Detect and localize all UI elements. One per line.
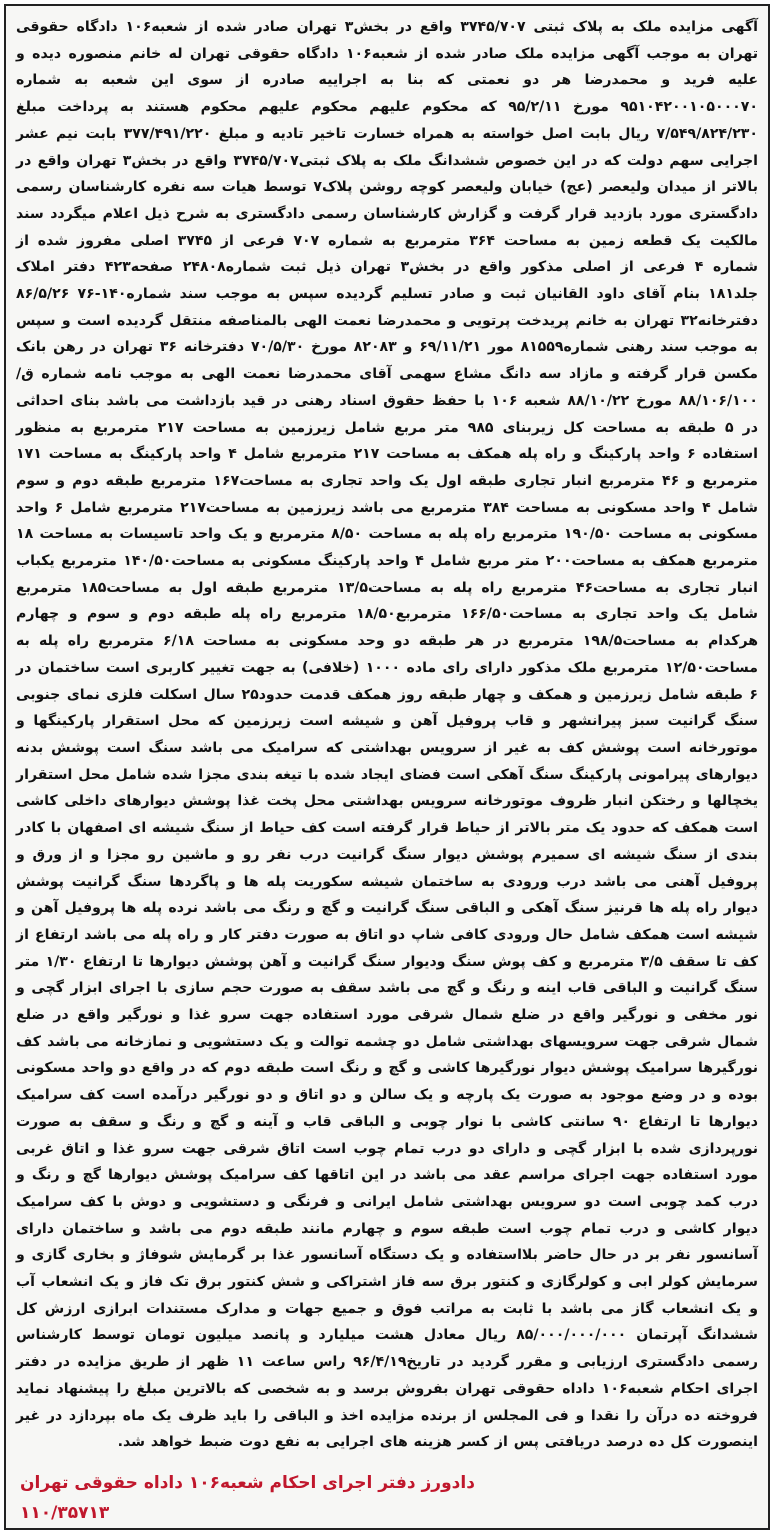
reference-number: ۱۱۰/۳۵۷۱۳	[20, 1503, 110, 1523]
notice-text: آگهی مزایده ملک به پلاک ثبتی ۳۷۴۵/۷۰۷ واقع در بخش۳ تهران صادر شده از شعبه۱۰۶ دادگاه حقوقی تهران به موجب آگهی مزایده ملک صادر شده از شعبه۱۰۶ دادگاه حقوقی تهران له خانم منصوره دیده و علیه فرید و محمدرضا هر دو نعمتی که بنا به اجراییه صادره از سوی این شعبه به شماره ۹۵۱۰۴۲۰۰۱۰۵۰۰۰۷۰ مورخ ۹۵/۲/۱۱ که محکوم علیهم محکوم علیهم محکوم هستند به پرداخت مبلغ ۷/۵۴۹/۸۲۴/۲۳۰ ریال بابت اصل خواسته به همراه خسارت تاخیر تادیه و مبلغ ۳۷۷/۴۹۱/۲۲۰ بابت نیم عشر اجرایی سهم دولت که در این خصوص ششدانگ ملک به پلاک ثبتی۳۷۴۵/۷۰۷ واقع در بخش۳ تهران واقع در بالاتر از میدان ولیعصر (عج) خیابان ولیعصر کوچه روشن پلاک۷ توسط هیات سه نفره کارشناسان رسمی دادگستری مورد بازدید قرار گرفت و گزارش کارشناسان رسمی دادگستری به شرح ذیل اعلام میگردد سند مالکیت یک قطعه زمین به مساحت ۳۶۴ مترمربع به شماره ۷۰۷ فرعی از ۳۷۴۵ اصلی مفروز شده از شماره ۴ فرعی از اصلی مذکور واقع در بخش۳ تهران ذیل ثبت شماره۲۴۸۰۸ صفحه۴۲۳ دفتر املاک جلد۱۸۱ بنام آقای داود القانیان ثبت و صادر تسلیم گردیده سپس به موجب سند شماره۱۴۰-۷۶ ۸۶/۵/۲۶ دفترخانه۳۲ تهران به خانم پریدخت پرتویی و محمدرضا نعمت الهی بالمناصفه منتقل گردیده است و سپس به موجب سند رهنی شماره۸۱۵۵۹ مور ۶۹/۱۱/۲۱ و ۸۲۰۸۳ مورخ ۷۰/۵/۳۰ دفترخانه ۳۶ تهران در رهن بانک مکسن قرار گرفته و مازاد سه دانگ مشاع سهمی آقای محمدرضا نعمت الهی به موجب نامه شماره ق/۸۸/۱۰۶/۱۰۰ مورخ ۸۸/۱۰/۲۲ شعبه ۱۰۶ با حفظ حقوق اسناد رهنی در قید بازداشت می باشد بنای احداثی در ۵ طبقه به مساحت کل زیربنای ۹۸۵ متر مربع شامل زیرزمین به مساحت ۲۱۷ مترمربع به منظور استفاده ۶ واحد پارکینگ و راه پله همکف به مساحت ۲۱۷ مترمربع شامل ۴ واحد پارکینگ به مساحت ۱۷۱ مترمربع و ۴۶ مترمربع انبار تجاری طبقه اول یک واحد تجاری به مساحت۱۶۷ مترمربع طبقه دوم و سوم شامل ۴ واحد مسکونی به مساحت ۳۸۴ مترمربع می باشد زیرزمین به مساحت۲۱۷ مترمربع شامل ۶ واحد مسکونی به مساحت ۱۹۰/۵۰ مترمربع راه پله به مساحت ۸/۵۰ مترمربع و یک واحد تاسیسات به مساحت ۱۸ مترمربع همکف به مساحت۲۰۰ متر مربع شامل ۴ واحد پارکینگ مسکونی به مساحت۱۴۰/۵۰ مترمربع یکباب انبار تجاری به مساحت۴۶ مترمربع راه پله به مساحت۱۳/۵ مترمربع طبقه اول به مساحت۱۸۵ مترمربع شامل یک واحد تجاری به مساحت۱۶۶/۵۰ مترمربع۱۸/۵۰ مترمربع راه پله طبقه دوم و سوم و چهارم هرکدام به مساحت۱۹۸/۵ مترمربع در هر طبقه دو وحد مسکونی به مساحت ۶/۱۸ مترمربع راه پله به مساحت۱۲/۵۰ مترمربع ملک مذکور دارای رای ماده ۱۰۰۰ (خلافی) به جهت تغییر کاربری است ساختمان در ۶ طبقه شامل زیرزمین و همکف و چهار طبقه روز همکف قدمت حدود۲۵ سال اسکلت فلزی نمای جنوبی سنگ گرانیت سبز پیرانشهر و قاب پروفیل آهن و شیشه است زیرزمین که محل استقرار پارکینگها و موتورخانه است پوشش کف به غیر از سرویس بهداشتی که سرامیک می باشد سنگ است پوشش بدنه دیوارهای پیرامونی پارکینگ سنگ آهکی است فضای ایجاد شده با تیغه بندی مجزا شده شامل محل استقرار یخچالها و رختکن انبار ظروف موتورخانه سرویس بهداشتی محل پخت غذا پوشش دیوارهای داخلی کاشی است همکف که حدود یک متر بالاتر از حیاط قرار گرفته است کف حیاط از سنگ شیشه ای اصفهان با کادر بندی از سنگ شیشه ای سمیرم پوشش دیوار سنگ گرانیت درب نفر رو و ماشین رو مجزا و از ورق و پروفیل آهنی می باشد درب ورودی به ساختمان شیشه سکوریت پله ها و پاگردها سنگ گرانیت پوشش دیوار راه پله ها قرنیز سنگ آهکی و الباقی سنگ گرانیت و گچ و رنگ می باشد نرده پله ها پروفیل آهن و شیشه است همکف شامل حال ورودی کافی شاپ دو اتاق به صورت دفتر کار و راه پله می باشد ارتفاع از کف تا سقف ۳/۵ مترمربع و کف پوش سنگ ودیوار سنگ گرانیت و آهن پوشش دیوارها تا ارتفاع ۱/۳۰ متر سنگ گرانیت و الباقی قاب اینه و رنگ و گچ می باشد سقف به صورت حجم سازی با اجرای ابزار گچی و نور مخفی و نورگیر واقع در ضلع شمال شرقی مورد استفاده جهت سرو غذا و نورگیر واقع در ضلع شمال شرقی جهت سرویسهای بهداشتی شامل دو چشمه توالت و یک دستشویی و نمازخانه می باشد کف نورگیرها سرامیک پوشش دیوار نورگیرها کاشی و گچ و رنگ است طبقه دوم که در واقع دو واحد مسکونی بوده و در وضع موجود به صورت یک پارچه و یک سالن و دو اتاق و دو نورگیر درآمده است کف سرامیک دیوارها تا ارتفاع ۹۰ سانتی کاشی با نوار چوبی و الباقی قاب و آینه و گچ و رنگ و سقف به صورت نورپردازی شده با ابزار گچی و دارای دو درب تمام چوب است اتاق شرقی جهت سرو غذا و اتاق غربی مورد استفاده جهت اجرای مراسم عقد می باشد در این اتاقها کف سرامیک پوشش دیوارها گچ و رنگ و درب کمد چوبی است دو سرویس بهداشتی شامل ایرانی و فرنگی و دستشویی و دوش با کف سرامیک دیوار کاشی و درب تمام چوب است طبقه سوم و چهارم مانند طبقه دوم می باشد و ساختمان دارای آسانسور نفر بر در حال حاضر بلااستفاده و یک دستگاه آسانسور غذا بر گرمایش شوفاژ و بخاری گازی و سرمایش کولر ابی و کولرگازی و کنتور برق سه فاز اشتراکی و شش کنتور برق تک فاز و یک انشعاب آب و یک انشعاب گاز می باشد با ثابت به مراتب فوق و جمیع جهات و مدارک مستندات ابرازی ارزش کل ششدانگ آپرتمان ۸۵/۰۰۰/۰۰۰/۰۰۰ ریال معادل هشت میلیارد و پانصد میلیون تومان توسط کارشناس رسمی دادگستری ارزیابی و مقرر گردید در تاریخ۹۶/۴/۱۹ راس ساعت ۱۱ ظهر از طریق مزایده در دفتر اجرای احکام شعبه۱۰۶ داداه حقوقی تهران بفروش برسد و به شخصی که بالاترین مبلغ را پیشنهاد نماید فروخته ده درآن را نقدا و فی المجلس از برنده مزایده اخذ و الباقی را باید ظرف یک ماه بپردازد در غیر اینصورت کل ده درصد دریافتی پس از کسر هزینه های اجرایی به نفع دوت ضبط خواهد شد.	[16, 19, 759, 1451]
notice-body	[16, 14, 758, 1456]
signature-line: دادورز دفتر اجرای احکام شعبه۱۰۶ داداه حقوقی تهران	[20, 1473, 475, 1493]
signature-block	[20, 1468, 754, 1528]
notice-page	[4, 4, 770, 1530]
